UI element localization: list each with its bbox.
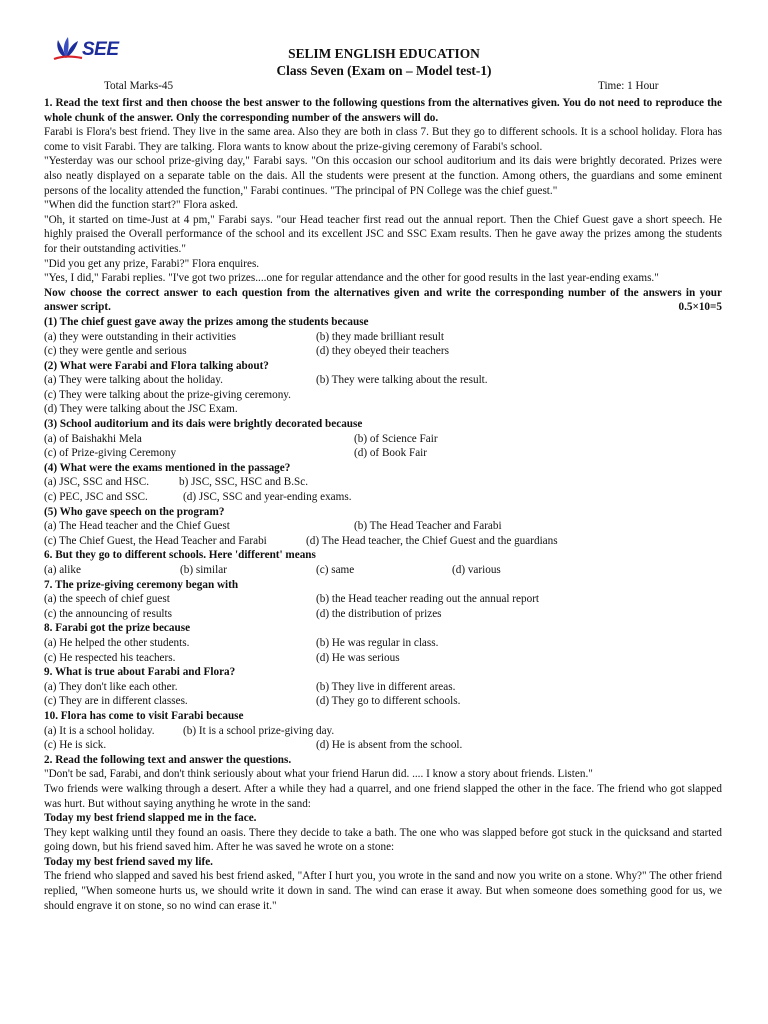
passage-paragraph: "Yesterday was our school prize-giving day," Farabi says. "On this occasion our school auditorium and its dais were brightly decorated. Prizes were also neatly displayed on a separate table on the dais. All the students were present at the function. Among others, the guardians and some eminent persons of the locality attended the function," Farabi continues. "The principal of PN College was the chief guest." (44, 155, 722, 197)
passage-paragraph: "Oh, it started on time-Just at 4 pm," Farabi says. "our Head teacher first read out the annual report. Then the Chief Guest gave a short speech. He highly praised the Overall performance of the school and its excellent JSC and SSC Exam results. Then he gave away the prizes among the students for their outstanding activities." (44, 213, 722, 255)
option-b: (b) It is a school prize-giving day. (183, 724, 335, 737)
story-paragraph: "Don't be sad, Farabi, and don't think seriously about what your friend Harun did. .... I know a story about friends. Listen." (44, 768, 593, 781)
option-d: (d) various (452, 564, 501, 576)
passage-paragraph: "Yes, I did," Farabi replies. "I've got two prizes....one for regular attendance and the other for good results in the last year-ending exams." (44, 272, 659, 285)
exam-title: Class Seven (Exam on – Model test-1) (276, 63, 492, 78)
options-row (44, 432, 722, 447)
exam-content (44, 96, 722, 913)
marks-distribution: 0.5×10=5 (678, 301, 722, 314)
option-b: (b) The Head Teacher and Farabi (354, 520, 502, 533)
option-a: (a) They were talking about the holiday. (44, 374, 223, 387)
story-paragraph: They kept walking until they found an oasis. There they decide to take a bath. The one who was slapped before got stuck in the quicksand and started going down, but his friend saved him. After he was saved he wrote on a stone: (44, 826, 722, 854)
option-b: (b) They live in different areas. (316, 680, 456, 693)
passage-paragraph: Farabi is Flora's best friend. They live in the same area. Also they are both in class 7. But they go to different schools. It is a school holiday. Flora has come to visit Farabi. They are talking. Flora wants to know about the prize-giving ceremony of Farabi's school. (44, 126, 722, 153)
option-a: (a) of Baishakhi Mela (44, 432, 142, 445)
options-row (44, 446, 722, 461)
option-c: (c) the announcing of results (44, 607, 172, 620)
option-a: (a) they were outstanding in their activities (44, 330, 236, 343)
option-c: (c) they were gentle and serious (44, 345, 187, 358)
question-text: 6. But they go to different schools. Here 'different' means (44, 549, 316, 562)
option-d: (d) He is absent from the school. (316, 739, 463, 752)
option-d: (d) The Head teacher, the Chief Guest and the guardians (306, 534, 558, 547)
option-b: (b) similar (180, 564, 227, 576)
option-c: (c) same (316, 564, 355, 576)
q2-instruction: 2. Read the following text and answer the questions. (44, 753, 292, 766)
options-row (44, 738, 722, 753)
option-a: (a) It is a school holiday. (44, 724, 155, 737)
option-d: (d) They were talking about the JSC Exam. (44, 403, 238, 416)
option-d: (d) He was serious (316, 651, 400, 664)
question-text: (2) What were Farabi and Flora talking about? (44, 359, 269, 372)
question-text: 7. The prize-giving ceremony began with (44, 578, 239, 591)
option-c: (c) of Prize-giving Ceremony (44, 447, 177, 460)
option-b: (b) He was regular in class. (316, 636, 439, 649)
option-a: (a) They don't like each other. (44, 680, 178, 693)
passage-paragraph: "Did you get any prize, Farabi?" Flora enquires. (44, 257, 260, 270)
question-text: 8. Farabi got the prize because (44, 622, 191, 635)
question-text: (4) What were the exams mentioned in the passage? (44, 461, 291, 474)
options-row (44, 607, 722, 622)
options-row (44, 592, 722, 607)
q1-instruction: 1. Read the text first and then choose the best answer to the following questions from the alternatives given. You do not need to reproduce the whole chunk of the answer. Only the corresponding number of the answers will do. (44, 97, 722, 124)
options-row (44, 519, 722, 534)
options-row (44, 373, 722, 388)
option-d: (d) the distribution of prizes (316, 607, 442, 620)
story-paragraph: Two friends were walking through a desert. After a while they had a quarrel, and one friend slapped the other in the face. The friend who got slapped was hurt. But without saying anything he wrote in the sand: (44, 782, 722, 810)
option-d: (d) They go to different schools. (316, 695, 461, 708)
option-a: (a) He helped the other students. (44, 636, 190, 649)
option-c: (c) The Chief Guest, the Head Teacher and Farabi (44, 534, 267, 547)
option-b: (b) the Head teacher reading out the annual report (316, 593, 540, 606)
options-row (44, 563, 722, 578)
question-text: (5) Who gave speech on the program? (44, 505, 225, 518)
option-a: (a) alike (44, 564, 81, 576)
options-row (44, 344, 722, 359)
logo-text: SEE (82, 39, 119, 60)
option-b: b) JSC, SSC, HSC and B.Sc. (179, 476, 309, 489)
institution-title: SELIM ENGLISH EDUCATION (288, 46, 480, 61)
choose-instruction-text: Now choose the correct answer to each question from the alternatives given and write the corresponding number of the answers in your answer script. (44, 286, 722, 314)
option-a: (a) JSC, SSC and HSC. (44, 476, 150, 489)
options-row (44, 636, 722, 651)
option-c: (c) PEC, JSC and SSC. (44, 491, 148, 504)
question-text: (3) School auditorium and its dais were brightly decorated because (44, 418, 363, 431)
option-d: (d) of Book Fair (354, 447, 428, 460)
option-c: (c) They were talking about the prize-giving ceremony. (44, 388, 291, 401)
question-text: 9. What is true about Farabi and Flora? (44, 666, 236, 679)
options-row (44, 680, 722, 695)
options-row (44, 724, 722, 739)
question-text: (1) The chief guest gave away the prizes among the students because (44, 315, 369, 328)
passage-paragraph: "When did the function start?" Flora asked. (44, 199, 238, 212)
options-row (44, 534, 722, 549)
question-text: 10. Flora has come to visit Farabi because (44, 709, 244, 722)
total-marks: Total Marks-45 (104, 80, 174, 92)
options-row (44, 694, 722, 709)
options-row (44, 330, 722, 345)
sand-message: Today my best friend slapped me in the face. (44, 812, 257, 825)
option-b: (b) They were talking about the result. (316, 374, 488, 387)
option-c: (c) He is sick. (44, 739, 107, 752)
exam-time: Time: 1 Hour (598, 80, 659, 92)
option-a: (a) The Head teacher and the Chief Guest (44, 520, 230, 533)
option-a: (a) the speech of chief guest (44, 593, 170, 606)
option-b: (b) of Science Fair (354, 432, 438, 445)
story-paragraph: The friend who slapped and saved his best friend asked, "After I hurt you, you wrote in the sand and now you write on a stone. Why?" The other friend replied, "When someone hurts us, we should write it down in sand. The wind can erase it away. But when someone does something good for us, we should engrave it on stone, so no wind can erase it." (44, 870, 722, 912)
option-c: (c) He respected his teachers. (44, 651, 176, 664)
stone-message: Today my best friend saved my life. (44, 855, 213, 868)
options-row (44, 475, 722, 490)
option-d: (d) JSC, SSC and year-ending exams. (183, 491, 352, 504)
choose-instruction (44, 286, 722, 315)
options-row (44, 490, 722, 505)
option-c: (c) They are in different classes. (44, 695, 188, 708)
options-row (44, 651, 722, 666)
option-b: (b) they made brilliant result (316, 330, 444, 343)
option-d: (d) they obeyed their teachers (316, 345, 449, 358)
